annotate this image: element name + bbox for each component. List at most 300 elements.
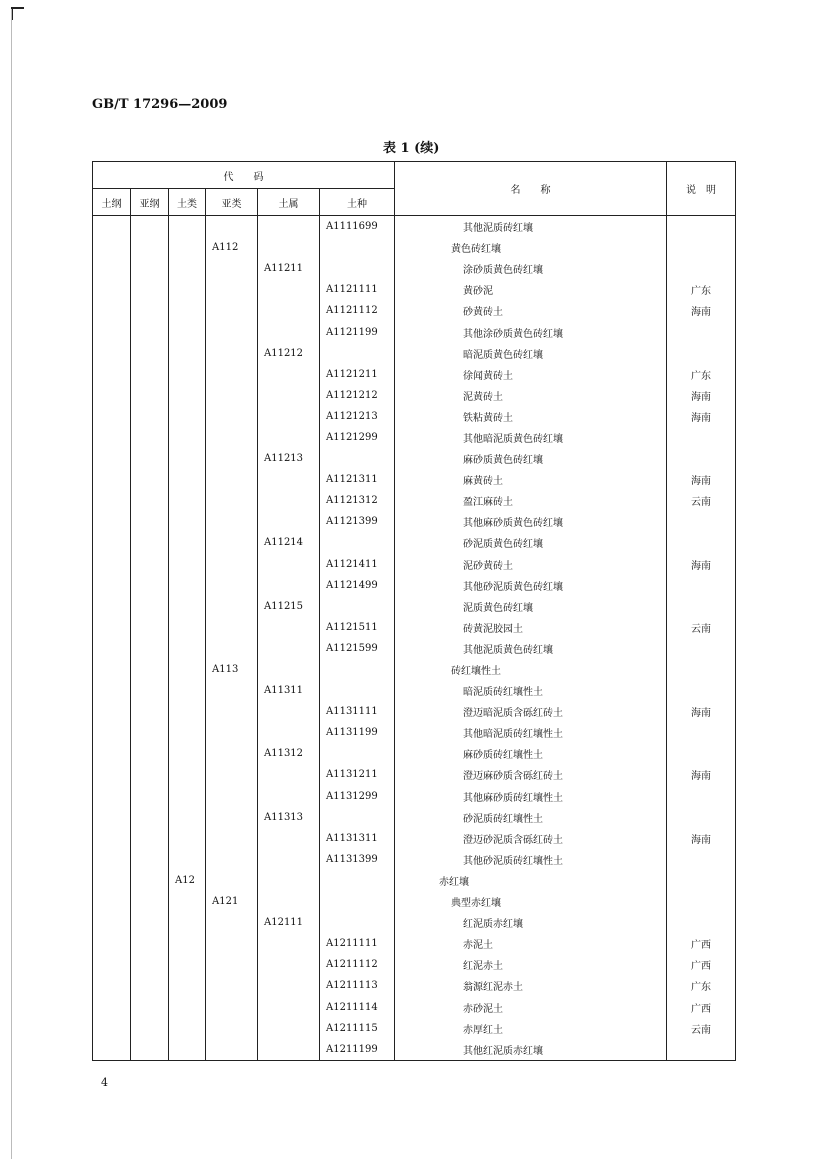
empty-cell (131, 638, 169, 659)
code-cell: A1121213 (320, 406, 395, 427)
empty-cell (131, 764, 169, 785)
empty-cell (320, 237, 395, 258)
empty-cell (93, 1039, 131, 1061)
empty-cell (131, 954, 169, 975)
table-row (93, 554, 736, 575)
table-row (93, 786, 736, 807)
empty-cell (93, 490, 131, 511)
empty-cell (258, 321, 320, 342)
empty-cell (206, 300, 258, 321)
name-cell: 红泥赤土 (395, 954, 667, 975)
empty-cell (169, 321, 206, 342)
name-cell: 其他砂泥质砖红壤性土 (395, 849, 667, 870)
empty-cell (93, 912, 131, 933)
note-cell (667, 807, 736, 828)
empty-cell (258, 237, 320, 258)
empty-cell (206, 469, 258, 490)
note-cell: 海南 (667, 406, 736, 427)
empty-cell (206, 258, 258, 279)
table-row (93, 1018, 736, 1039)
empty-cell (258, 828, 320, 849)
empty-cell (93, 406, 131, 427)
empty-cell (93, 258, 131, 279)
empty-cell (93, 596, 131, 617)
empty-cell (258, 427, 320, 448)
table-row (93, 617, 736, 638)
empty-cell (258, 279, 320, 300)
empty-cell (131, 554, 169, 575)
empty-cell (93, 237, 131, 258)
code-cell: A1121299 (320, 427, 395, 448)
empty-cell (169, 511, 206, 532)
empty-cell (169, 406, 206, 427)
empty-cell (131, 385, 169, 406)
empty-cell (206, 279, 258, 300)
empty-cell (131, 511, 169, 532)
empty-cell (131, 849, 169, 870)
empty-cell (131, 659, 169, 680)
empty-cell (131, 406, 169, 427)
empty-cell (206, 933, 258, 954)
note-cell (667, 870, 736, 891)
empty-cell (258, 511, 320, 532)
standard-code: GB/T 17296—2009 (92, 97, 228, 112)
code-cell: A112 (206, 237, 258, 258)
empty-cell (169, 786, 206, 807)
table-row (93, 575, 736, 596)
table-row (93, 385, 736, 406)
empty-cell (93, 575, 131, 596)
empty-cell (131, 1018, 169, 1039)
empty-cell (206, 849, 258, 870)
note-cell: 云南 (667, 1018, 736, 1039)
table-row (93, 912, 736, 933)
empty-cell (93, 870, 131, 891)
empty-cell (131, 680, 169, 701)
empty-cell (258, 1018, 320, 1039)
empty-cell (320, 343, 395, 364)
note-cell (667, 532, 736, 553)
empty-cell (206, 343, 258, 364)
name-cell: 铁粘黄砖土 (395, 406, 667, 427)
empty-cell (131, 427, 169, 448)
name-cell: 澄迈砂泥质含砾红砖土 (395, 828, 667, 849)
empty-cell (206, 554, 258, 575)
table-row (93, 596, 736, 617)
note-cell (667, 237, 736, 258)
table-row (93, 954, 736, 975)
code-cell: A1111699 (320, 216, 395, 238)
note-cell (667, 216, 736, 238)
empty-cell (169, 596, 206, 617)
empty-cell (258, 490, 320, 511)
empty-cell (169, 617, 206, 638)
empty-cell (169, 343, 206, 364)
empty-cell (93, 680, 131, 701)
empty-cell (169, 448, 206, 469)
table-row (93, 659, 736, 680)
col-header-subgroup: 亚类 (206, 189, 258, 216)
empty-cell (169, 933, 206, 954)
empty-cell (169, 469, 206, 490)
name-column-header: 名 称 (395, 162, 667, 216)
empty-cell (258, 849, 320, 870)
empty-cell (93, 638, 131, 659)
table-row (93, 406, 736, 427)
note-cell (667, 638, 736, 659)
empty-cell (131, 786, 169, 807)
code-cell: A1121199 (320, 321, 395, 342)
table-row (93, 300, 736, 321)
note-cell (667, 596, 736, 617)
note-cell (667, 849, 736, 870)
name-cell: 黄砂泥 (395, 279, 667, 300)
empty-cell (206, 385, 258, 406)
code-cell: A1121599 (320, 638, 395, 659)
name-cell: 徐闻黄砖土 (395, 364, 667, 385)
code-cell: A1131199 (320, 722, 395, 743)
empty-cell (169, 807, 206, 828)
code-cell: A1211199 (320, 1039, 395, 1061)
empty-cell (206, 490, 258, 511)
empty-cell (131, 912, 169, 933)
empty-cell (258, 364, 320, 385)
col-header-family: 土属 (258, 189, 320, 216)
note-cell: 海南 (667, 469, 736, 490)
empty-cell (93, 300, 131, 321)
empty-cell (206, 575, 258, 596)
empty-cell (206, 511, 258, 532)
table-row (93, 933, 736, 954)
empty-cell (258, 638, 320, 659)
empty-cell (93, 279, 131, 300)
code-cell: A1131211 (320, 764, 395, 785)
empty-cell (169, 849, 206, 870)
col-header-series: 土种 (320, 189, 395, 216)
empty-cell (131, 237, 169, 258)
empty-cell (169, 532, 206, 553)
name-cell: 暗泥质砖红壤性土 (395, 680, 667, 701)
table-row (93, 237, 736, 258)
name-cell: 红泥质赤红壤 (395, 912, 667, 933)
note-cell: 云南 (667, 617, 736, 638)
empty-cell (206, 596, 258, 617)
empty-cell (320, 807, 395, 828)
name-cell: 其他红泥质赤红壤 (395, 1039, 667, 1061)
code-cell: A11213 (258, 448, 320, 469)
empty-cell (93, 701, 131, 722)
empty-cell (131, 490, 169, 511)
note-column-header: 说 明 (667, 162, 736, 216)
empty-cell (258, 870, 320, 891)
empty-cell (131, 807, 169, 828)
empty-cell (320, 258, 395, 279)
note-cell: 海南 (667, 300, 736, 321)
empty-cell (258, 300, 320, 321)
empty-cell (258, 617, 320, 638)
note-cell (667, 343, 736, 364)
empty-cell (93, 743, 131, 764)
table-row (93, 279, 736, 300)
empty-cell (169, 743, 206, 764)
note-cell: 海南 (667, 764, 736, 785)
empty-cell (169, 258, 206, 279)
empty-cell (206, 722, 258, 743)
code-cell: A11212 (258, 343, 320, 364)
code-cell: A11211 (258, 258, 320, 279)
empty-cell (93, 933, 131, 954)
name-cell: 麻砂质砖红壤性土 (395, 743, 667, 764)
empty-cell (206, 427, 258, 448)
name-cell: 麻砂质黄色砖红壤 (395, 448, 667, 469)
code-cell: A1131299 (320, 786, 395, 807)
col-header-suborder: 亚纲 (131, 189, 169, 216)
empty-cell (131, 828, 169, 849)
name-cell: 翁源红泥赤土 (395, 975, 667, 996)
code-cell: A1121311 (320, 469, 395, 490)
name-cell: 赤砂泥土 (395, 996, 667, 1017)
empty-cell (93, 659, 131, 680)
empty-cell (206, 764, 258, 785)
code-cell: A11312 (258, 743, 320, 764)
name-cell: 黄色砖红壤 (395, 237, 667, 258)
name-cell: 赤泥土 (395, 933, 667, 954)
note-cell: 海南 (667, 554, 736, 575)
col-header-group: 土类 (169, 189, 206, 216)
col-header-order: 土纲 (93, 189, 131, 216)
empty-cell (131, 870, 169, 891)
empty-cell (169, 427, 206, 448)
table-row (93, 469, 736, 490)
empty-cell (169, 891, 206, 912)
table-row (93, 638, 736, 659)
code-cell: A1131111 (320, 701, 395, 722)
empty-cell (169, 996, 206, 1017)
empty-cell (169, 722, 206, 743)
note-cell: 广西 (667, 933, 736, 954)
scan-edge-line (11, 9, 12, 1159)
name-cell: 砂泥质砖红壤性土 (395, 807, 667, 828)
empty-cell (131, 343, 169, 364)
empty-cell (320, 659, 395, 680)
code-cell: A1121399 (320, 511, 395, 532)
name-cell: 泥砂黄砖土 (395, 554, 667, 575)
empty-cell (206, 448, 258, 469)
name-cell: 赤红壤 (395, 870, 667, 891)
note-cell (667, 786, 736, 807)
code-cell: A1121499 (320, 575, 395, 596)
empty-cell (131, 933, 169, 954)
code-cell: A1121211 (320, 364, 395, 385)
empty-cell (93, 1018, 131, 1039)
name-cell: 其他涂砂质黄色砖红壤 (395, 321, 667, 342)
empty-cell (320, 891, 395, 912)
note-cell: 广东 (667, 364, 736, 385)
code-cell: A11215 (258, 596, 320, 617)
empty-cell (169, 490, 206, 511)
page-number: 4 (101, 1076, 108, 1089)
note-cell (667, 321, 736, 342)
table-row (93, 996, 736, 1017)
empty-cell (320, 870, 395, 891)
empty-cell (320, 680, 395, 701)
name-cell: 澄迈麻砂质含砾红砖土 (395, 764, 667, 785)
note-cell (667, 258, 736, 279)
empty-cell (93, 532, 131, 553)
code-cell: A1131399 (320, 849, 395, 870)
code-cell: A1121111 (320, 279, 395, 300)
empty-cell (169, 300, 206, 321)
empty-cell (93, 448, 131, 469)
note-cell (667, 659, 736, 680)
empty-cell (206, 532, 258, 553)
empty-cell (93, 954, 131, 975)
code-cell: A1211113 (320, 975, 395, 996)
code-cell: A11311 (258, 680, 320, 701)
empty-cell (131, 279, 169, 300)
empty-cell (206, 996, 258, 1017)
name-cell: 砖黄泥胶园土 (395, 617, 667, 638)
table-row (93, 849, 736, 870)
code-group-header: 代 码 (93, 162, 395, 189)
name-cell: 砖红壤性土 (395, 659, 667, 680)
empty-cell (206, 1018, 258, 1039)
empty-cell (93, 764, 131, 785)
empty-cell (320, 532, 395, 553)
empty-cell (169, 659, 206, 680)
note-cell (667, 511, 736, 532)
empty-cell (93, 554, 131, 575)
empty-cell (258, 701, 320, 722)
note-cell (667, 891, 736, 912)
code-cell: A11214 (258, 532, 320, 553)
empty-cell (169, 680, 206, 701)
empty-cell (169, 364, 206, 385)
empty-cell (258, 385, 320, 406)
empty-cell (169, 279, 206, 300)
empty-cell (258, 216, 320, 238)
empty-cell (169, 1039, 206, 1061)
empty-cell (206, 954, 258, 975)
empty-cell (206, 828, 258, 849)
table-row (93, 216, 736, 238)
empty-cell (169, 912, 206, 933)
empty-cell (93, 975, 131, 996)
empty-cell (206, 680, 258, 701)
empty-cell (258, 722, 320, 743)
empty-cell (169, 216, 206, 238)
empty-cell (320, 596, 395, 617)
empty-cell (131, 722, 169, 743)
name-cell: 其他麻砂质黄色砖红壤 (395, 511, 667, 532)
empty-cell (131, 975, 169, 996)
empty-cell (206, 638, 258, 659)
note-cell: 广西 (667, 996, 736, 1017)
empty-cell (206, 912, 258, 933)
code-cell: A121 (206, 891, 258, 912)
empty-cell (206, 701, 258, 722)
table-row (93, 364, 736, 385)
empty-cell (258, 891, 320, 912)
table-row (93, 343, 736, 364)
empty-cell (169, 1018, 206, 1039)
empty-cell (131, 701, 169, 722)
name-cell: 其他暗泥质黄色砖红壤 (395, 427, 667, 448)
empty-cell (93, 807, 131, 828)
note-cell (667, 743, 736, 764)
code-cell: A12 (169, 870, 206, 891)
empty-cell (169, 237, 206, 258)
table-row (93, 448, 736, 469)
table-row (93, 701, 736, 722)
empty-cell (93, 343, 131, 364)
code-cell: A12111 (258, 912, 320, 933)
note-cell: 海南 (667, 828, 736, 849)
empty-cell (93, 617, 131, 638)
code-cell: A1211114 (320, 996, 395, 1017)
name-cell: 暗泥质黄色砖红壤 (395, 343, 667, 364)
note-cell (667, 680, 736, 701)
empty-cell (258, 764, 320, 785)
table-row (93, 870, 736, 891)
empty-cell (93, 321, 131, 342)
name-cell: 其他麻砂质砖红壤性土 (395, 786, 667, 807)
empty-cell (169, 975, 206, 996)
table-row (93, 807, 736, 828)
note-cell: 广西 (667, 954, 736, 975)
empty-cell (169, 554, 206, 575)
empty-cell (258, 469, 320, 490)
empty-cell (169, 828, 206, 849)
code-cell: A1131311 (320, 828, 395, 849)
empty-cell (258, 659, 320, 680)
table-row (93, 427, 736, 448)
empty-cell (169, 575, 206, 596)
table-row (93, 764, 736, 785)
code-cell: A1121411 (320, 554, 395, 575)
name-cell: 泥黄砖土 (395, 385, 667, 406)
empty-cell (93, 828, 131, 849)
empty-cell (93, 891, 131, 912)
table-row (93, 1039, 736, 1061)
empty-cell (93, 996, 131, 1017)
name-cell: 麻黄砖土 (395, 469, 667, 490)
empty-cell (206, 786, 258, 807)
table-row (93, 975, 736, 996)
empty-cell (131, 321, 169, 342)
table-row (93, 828, 736, 849)
empty-cell (320, 743, 395, 764)
empty-cell (93, 469, 131, 490)
table-row (93, 680, 736, 701)
code-cell: A113 (206, 659, 258, 680)
code-cell: A1121212 (320, 385, 395, 406)
empty-cell (169, 764, 206, 785)
empty-cell (258, 575, 320, 596)
name-cell: 其他泥质黄色砖红壤 (395, 638, 667, 659)
empty-cell (131, 469, 169, 490)
table-row (93, 532, 736, 553)
note-cell (667, 912, 736, 933)
empty-cell (131, 891, 169, 912)
empty-cell (320, 448, 395, 469)
empty-cell (206, 1039, 258, 1061)
empty-cell (169, 701, 206, 722)
name-cell: 其他暗泥质砖红壤性土 (395, 722, 667, 743)
empty-cell (206, 364, 258, 385)
note-cell: 广东 (667, 975, 736, 996)
empty-cell (131, 743, 169, 764)
